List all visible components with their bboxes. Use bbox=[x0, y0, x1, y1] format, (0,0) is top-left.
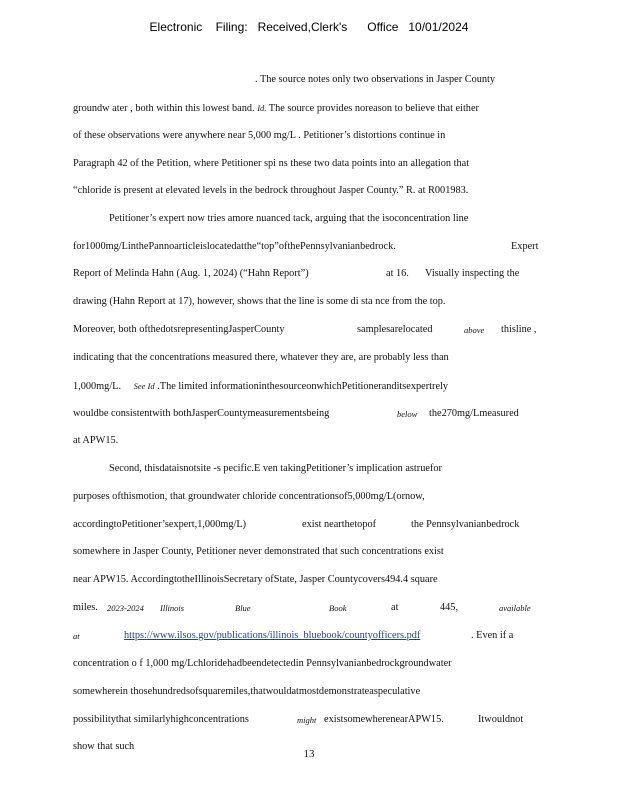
text-line: of these observations were anywhere near 5,000 mg/L . Petitioner’s distortions continue in bbox=[73, 130, 446, 141]
page-number: 13 bbox=[303, 748, 315, 760]
text-line: 1,000mg/L. See Id .The limited informationinthesourceonwhichPetitioneranditsexpertrely bbox=[73, 381, 449, 392]
bluebook-link[interactable]: https://www.ilsos.gov/publications/illinois_bluebook/countyofficers.pdf bbox=[124, 630, 421, 641]
page-header: Electronic Filing: Received,Clerk's Office 10/01/2024 bbox=[149, 20, 469, 34]
text-line: Paragraph 42 of the Petition, where Petitioner spi ns these two data points into an allegation that bbox=[73, 158, 470, 169]
text-line: Moreover, both ofthedotsrepresentingJasperCounty samplesarelocated above thisline , bbox=[73, 324, 537, 335]
text-line: . The source notes only two observations in Jasper County bbox=[255, 74, 496, 85]
text-line: accordingtoPetitioner’sexpert,1,000mg/L) exist nearthetopof the Pennsylvanianbedrock bbox=[73, 519, 520, 530]
text-line: purposes ofthismotion, that groundwater chloride concentrationsof5,000mg/L(ornow, bbox=[73, 491, 425, 502]
text-line: Petitioner’s expert now tries amore nuanced tack, arguing that the isoconcentration line bbox=[109, 213, 469, 224]
text-line: for1000mg/LinthePannoarticleislocatedatthe“top”ofthePennsylvanianbedrock. Expert bbox=[73, 241, 539, 252]
text-line: groundw ater , both within this lowest band. Id. The source provides noreason to believe that either bbox=[73, 103, 479, 114]
text-line: indicating that the concentrations measured there, whatever they are, are probably less than bbox=[73, 352, 449, 363]
text-line: wouldbe consistentwith bothJasperCountymeasurementsbeing below the270mg/Lmeasured bbox=[73, 408, 519, 419]
text-line: somewhere in Jasper County, Petitioner never demonstrated that such concentrations exist bbox=[73, 546, 444, 557]
text-line: at https://www.ilsos.gov/publications/illinois_bluebook/countyofficers.pdf . Even if a bbox=[73, 630, 514, 641]
text-line: drawing (Hahn Report at 17), however, shows that the line is some di sta nce from the top. bbox=[73, 296, 446, 307]
text-line: near APW15. AccordingtotheIllinoisSecretary ofState, Jasper Countycovers494.4 square bbox=[73, 574, 438, 585]
text-line: miles. 2023-2024 Illinois Blue Book at 445, available bbox=[73, 602, 531, 613]
text-line: Second, thisdataisnotsite -s pecific.E ven takingPetitioner’s implication astruefor bbox=[109, 463, 442, 474]
text-line: possibilitythat similarlyhighconcentrations might existsomewherenearAPW15. Itwouldnot bbox=[73, 714, 524, 725]
text-line: Report of Melinda Hahn (Aug. 1, 2024) (“Hahn Report”) at 16. Visually inspecting the bbox=[73, 268, 520, 279]
text-line: somewherein thosehundredsofsquaremiles,thatwouldatmostdemonstrateaspeculative bbox=[73, 686, 421, 697]
text-line: show that such bbox=[73, 741, 135, 752]
text-line: concentration o f 1,000 mg/Lchloridehadbeendetectedin Pennsylvanianbedrockgroundwater bbox=[73, 658, 452, 669]
text-line: at APW15. bbox=[73, 435, 119, 446]
text-line: “chloride is present at elevated levels in the bedrock throughout Jasper County.” R. at R001983. bbox=[73, 185, 469, 196]
